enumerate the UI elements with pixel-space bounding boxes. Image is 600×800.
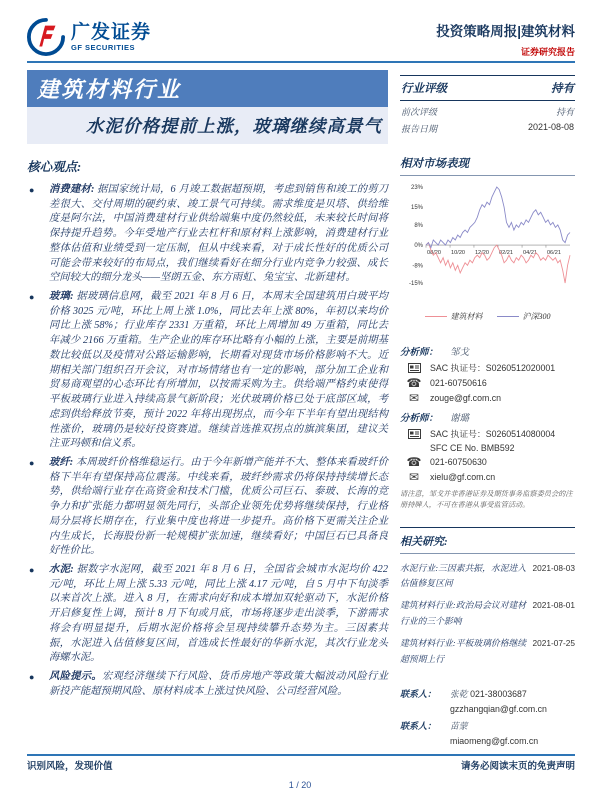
chart-title: 相对市场表现 xyxy=(400,155,575,176)
phone-icon: ☎ xyxy=(406,376,422,390)
analyst-phone-row xyxy=(406,377,575,389)
analyst-cert-row xyxy=(406,427,575,440)
list-item xyxy=(27,670,388,699)
svg-text:0%: 0% xyxy=(414,243,423,250)
bullet-lead: 玻纤: xyxy=(49,456,74,468)
svg-text:10/20: 10/20 xyxy=(451,250,466,257)
svg-text:08/20: 08/20 xyxy=(427,250,441,257)
phone-icon: ☎ xyxy=(406,455,422,469)
bullet-lead: 风险提示。 xyxy=(49,671,103,682)
bullet-text: 据玻璃信息网，截至 2021 年 8 月 6 日，本周末全国建筑用白玻平均价格 3025 元/吨，环比上周上涨 1.0%，同比去年上涨 80%，年初以来均价同比上涨 58%；行业库存 2331 万重箱，环比上周增加 49 万重箱，同比去年减少 2166 万重箱。生产企业的库存环比略有小幅的上涨，主要是前期基数比较低以及疫情对公路运输影响，长期看对现货市场价格影响不大。近期相关部门组织召开会议，对市场情绪也有一定的影响，部分加工企业和贸易商观望的心态环比有所增加，以按需采购为主。供给端严格约束使得平板玻璃行业进入持续高景气新阶段；光伏玻璃价格已处于底部区域，考虑到供给释放节奏，预计 2022 年将出现拐点，而今年下半年有望出现结构性涨价，玻璃仍是较好投资赛道。继续首选推双拐点的旗滨集团，建议关注亚玛顿和信义系。 xyxy=(49,291,388,450)
industry-title: 建筑材料行业 xyxy=(37,77,182,102)
bullet-text: 本周玻纤价格维稳运行。由于今年新增产能并不大、整体来看玻纤价格下半年有望保持高位震荡。中线来看，玻纤纱需求仍将保持持续增长态势，供给端行业存在高资金和技术门槛，优质公司巨石、泰玻、长海的竞争力和扩张能力都明显领先同行，头部企业领先优势将继续保持，行业格局分层将长期存在，行业集中度也将进一步提升。高价格下更需关注企业内生成长，长海股份新一轮规模扩张加速，继续看好；中国巨石已具备良好性价比。 xyxy=(49,456,388,557)
rating-head-value: 持有 xyxy=(551,83,574,95)
chart-legend xyxy=(400,311,575,322)
list-item xyxy=(27,563,388,666)
analyst-email: xielu@gf.com.cn xyxy=(430,472,496,482)
rating-row-value: 持有 xyxy=(555,107,574,117)
bullet-icon: ● xyxy=(29,457,35,468)
analyst-cert: SAC 执证号：S0260514080004 xyxy=(430,429,556,439)
list-item xyxy=(27,183,388,286)
id-card-icon xyxy=(406,429,422,439)
legend-item xyxy=(497,311,551,322)
gf-logo-icon xyxy=(27,18,65,56)
svg-text:23%: 23% xyxy=(410,185,423,192)
report-subtitle: 水泥价格提前上涨，玻璃继续高景气 xyxy=(86,116,382,136)
bullet-icon: ● xyxy=(29,672,35,682)
relative-performance-chart xyxy=(400,176,575,304)
report-subtitle-banner xyxy=(27,107,388,144)
rating-row-label: 前次评级 xyxy=(401,107,438,117)
svg-text:-15%: -15% xyxy=(408,280,423,287)
contact-label: 联系人： xyxy=(400,720,437,731)
legend-item xyxy=(425,311,483,322)
bullet-icon: ● xyxy=(29,564,35,575)
legend-swatch-line xyxy=(425,316,447,318)
rating-head-label: 行业评级 xyxy=(401,83,447,95)
analyst-label: 分析师： xyxy=(400,414,439,424)
list-item xyxy=(400,636,575,667)
id-card-icon xyxy=(406,363,422,373)
analyst-cert-row xyxy=(406,361,575,374)
legend-label: 建筑材料 xyxy=(450,312,483,321)
bullet-lead: 玻璃: xyxy=(49,291,74,303)
page-number: 1 / 20 xyxy=(288,780,312,790)
bullet-lead: 水泥: xyxy=(49,563,74,575)
legend-label: 沪深300 xyxy=(522,312,551,321)
footer-divider xyxy=(27,754,575,756)
analyst-name: 邹戈 xyxy=(450,348,470,358)
analysts-section xyxy=(400,344,575,511)
related-title: 建筑材料行业:政治局会议对建材行业的三个影响 xyxy=(400,600,527,626)
svg-text:8%: 8% xyxy=(414,222,423,229)
svg-text:15%: 15% xyxy=(410,205,423,212)
related-research-heading: 相关研究: xyxy=(400,533,575,554)
bullet-lead: 消费建材: xyxy=(49,184,95,195)
analyst-phone: 021-60750630 xyxy=(430,457,487,467)
footer-disclaimer-note: 请务必阅读末页的免责声明 xyxy=(460,761,575,772)
bullet-icon: ● xyxy=(29,292,35,303)
analyst-label: 分析师： xyxy=(400,348,439,358)
analyst-cert: SAC 执证号：S0260512020001 xyxy=(430,363,556,373)
contacts-section xyxy=(400,687,575,746)
page-header xyxy=(27,18,575,58)
analyst-cert2: SFC CE No. BMB592 xyxy=(430,443,515,453)
contact-email: gzzhangqian@gf.com.cn xyxy=(450,703,547,714)
svg-text:12/20: 12/20 xyxy=(474,250,489,257)
analyst-phone: 021-60750616 xyxy=(430,378,487,388)
logo-text-cn: 广发证券 xyxy=(71,21,152,43)
relative-performance-section xyxy=(400,155,575,322)
core-views-heading: 核心观点: xyxy=(27,160,82,174)
svg-text:-8%: -8% xyxy=(412,263,423,270)
rating-table xyxy=(400,75,575,135)
list-item xyxy=(400,561,575,592)
svg-text:04/21: 04/21 xyxy=(523,250,538,257)
analyst-email: zouge@gf.com.cn xyxy=(430,393,502,403)
footer-slogan: 识别风险，发现价值 xyxy=(27,761,113,772)
contact-label: 联系人： xyxy=(400,688,437,699)
list-item xyxy=(400,598,575,629)
svg-text:06/21: 06/21 xyxy=(546,250,561,257)
envelope-icon: ✉ xyxy=(408,470,420,484)
report-type-label: 证券研究报告 xyxy=(520,47,575,57)
header-divider xyxy=(27,61,575,63)
rating-row-label: 报告日期 xyxy=(401,124,438,134)
report-series-title: 投资策略周报|建筑材料 xyxy=(436,24,575,39)
industry-title-banner xyxy=(27,70,388,107)
svg-text:02/21: 02/21 xyxy=(499,250,513,257)
contact-name: 苗蒙 xyxy=(450,720,468,731)
contact-email: miaomeng@gf.com.cn xyxy=(450,735,539,746)
bullet-text: 据数字水泥网，截至 2021 年 8 月 6 日，全国省会城市水泥均价 422 元/吨，环比上周上涨 5.33 元/吨，同比上涨 4.17 元/吨，自 5 月中下旬淡季以来首次上涨。进入 8 月，在需求向好和成本增加双轮驱动下，水泥价格开启修复性上调，预计 8 月下旬或月底，市场将逐步走出淡季，下游需求将会有明显提升，后期水泥价格将会呈现持续攀升态势为主。三因素共振，水泥进入估值修复区间，首选成长性最好的华新水泥，其次行业龙头海螺水泥。 xyxy=(49,563,388,664)
contact-name: 张乾 xyxy=(450,688,468,699)
table-row xyxy=(400,118,575,135)
list-item xyxy=(27,290,388,452)
envelope-icon: ✉ xyxy=(408,391,420,405)
analyst-email-row xyxy=(406,471,575,483)
analyst-name: 谢璐 xyxy=(450,414,470,424)
main-content xyxy=(27,70,388,751)
legend-swatch-line xyxy=(497,316,519,318)
analyst-cert2-row xyxy=(406,443,575,453)
analyst-phone-row xyxy=(406,456,575,468)
related-date: 2021-08-03 xyxy=(532,562,575,573)
bullet-text: 据国家统计局，6 月竣工数据超预期，考虑到销售和竣工的剪刀差很大、交付周期的硬约束、竣工景气可持续。需求维度是贝塔、供给维度是阿尔法，中国消费建材行业供给端集中度仍然较低，未来较长时间将保持提升趋势。今年受地产行业去杠杆和原材料上涨影响，消费建材行业整体估值和业绩受到一定压制，但从中线来看，对于成长性好的优质公司可能会带来较好的布局点，我们继续看好在细分行业内竞争力较强、成长空间较大的细分龙头——坚朗五金、东方雨虹、兔宝宝、北新建材。 xyxy=(49,184,388,284)
bullet-text: 宏观经济继续下行风险、货币房地产等政策大幅波动风险行业新投产能超预期风险、原材料成本上涨过快风险、公司经营风险。 xyxy=(49,671,389,697)
list-item xyxy=(27,456,388,559)
gf-securities-logo xyxy=(27,18,151,56)
core-views-list xyxy=(27,183,388,699)
bullet-icon: ● xyxy=(29,185,35,195)
contact-phone: 021-38003687 xyxy=(470,688,527,699)
report-date: 2021-08-08 xyxy=(527,122,574,132)
related-date: 2021-08-01 xyxy=(532,600,575,611)
sidebar xyxy=(400,70,575,751)
related-date: 2021-07-25 xyxy=(532,638,575,649)
table-row xyxy=(400,101,575,118)
related-title: 水泥行业:三因素共振，水泥进入估值修复区间 xyxy=(400,562,527,588)
analyst-disclaimer: 请注意，邹戈并非香港证券及期货事务监察委员会的注册持牌人，不可在香港从事受监管活动。 xyxy=(400,490,573,509)
logo-text-en: GF SECURITIES xyxy=(71,42,136,52)
related-title: 建筑材料行业:平板玻璃价格继续超预期上行 xyxy=(400,638,527,664)
related-research-section xyxy=(400,527,575,667)
analyst-email-row xyxy=(406,392,575,404)
